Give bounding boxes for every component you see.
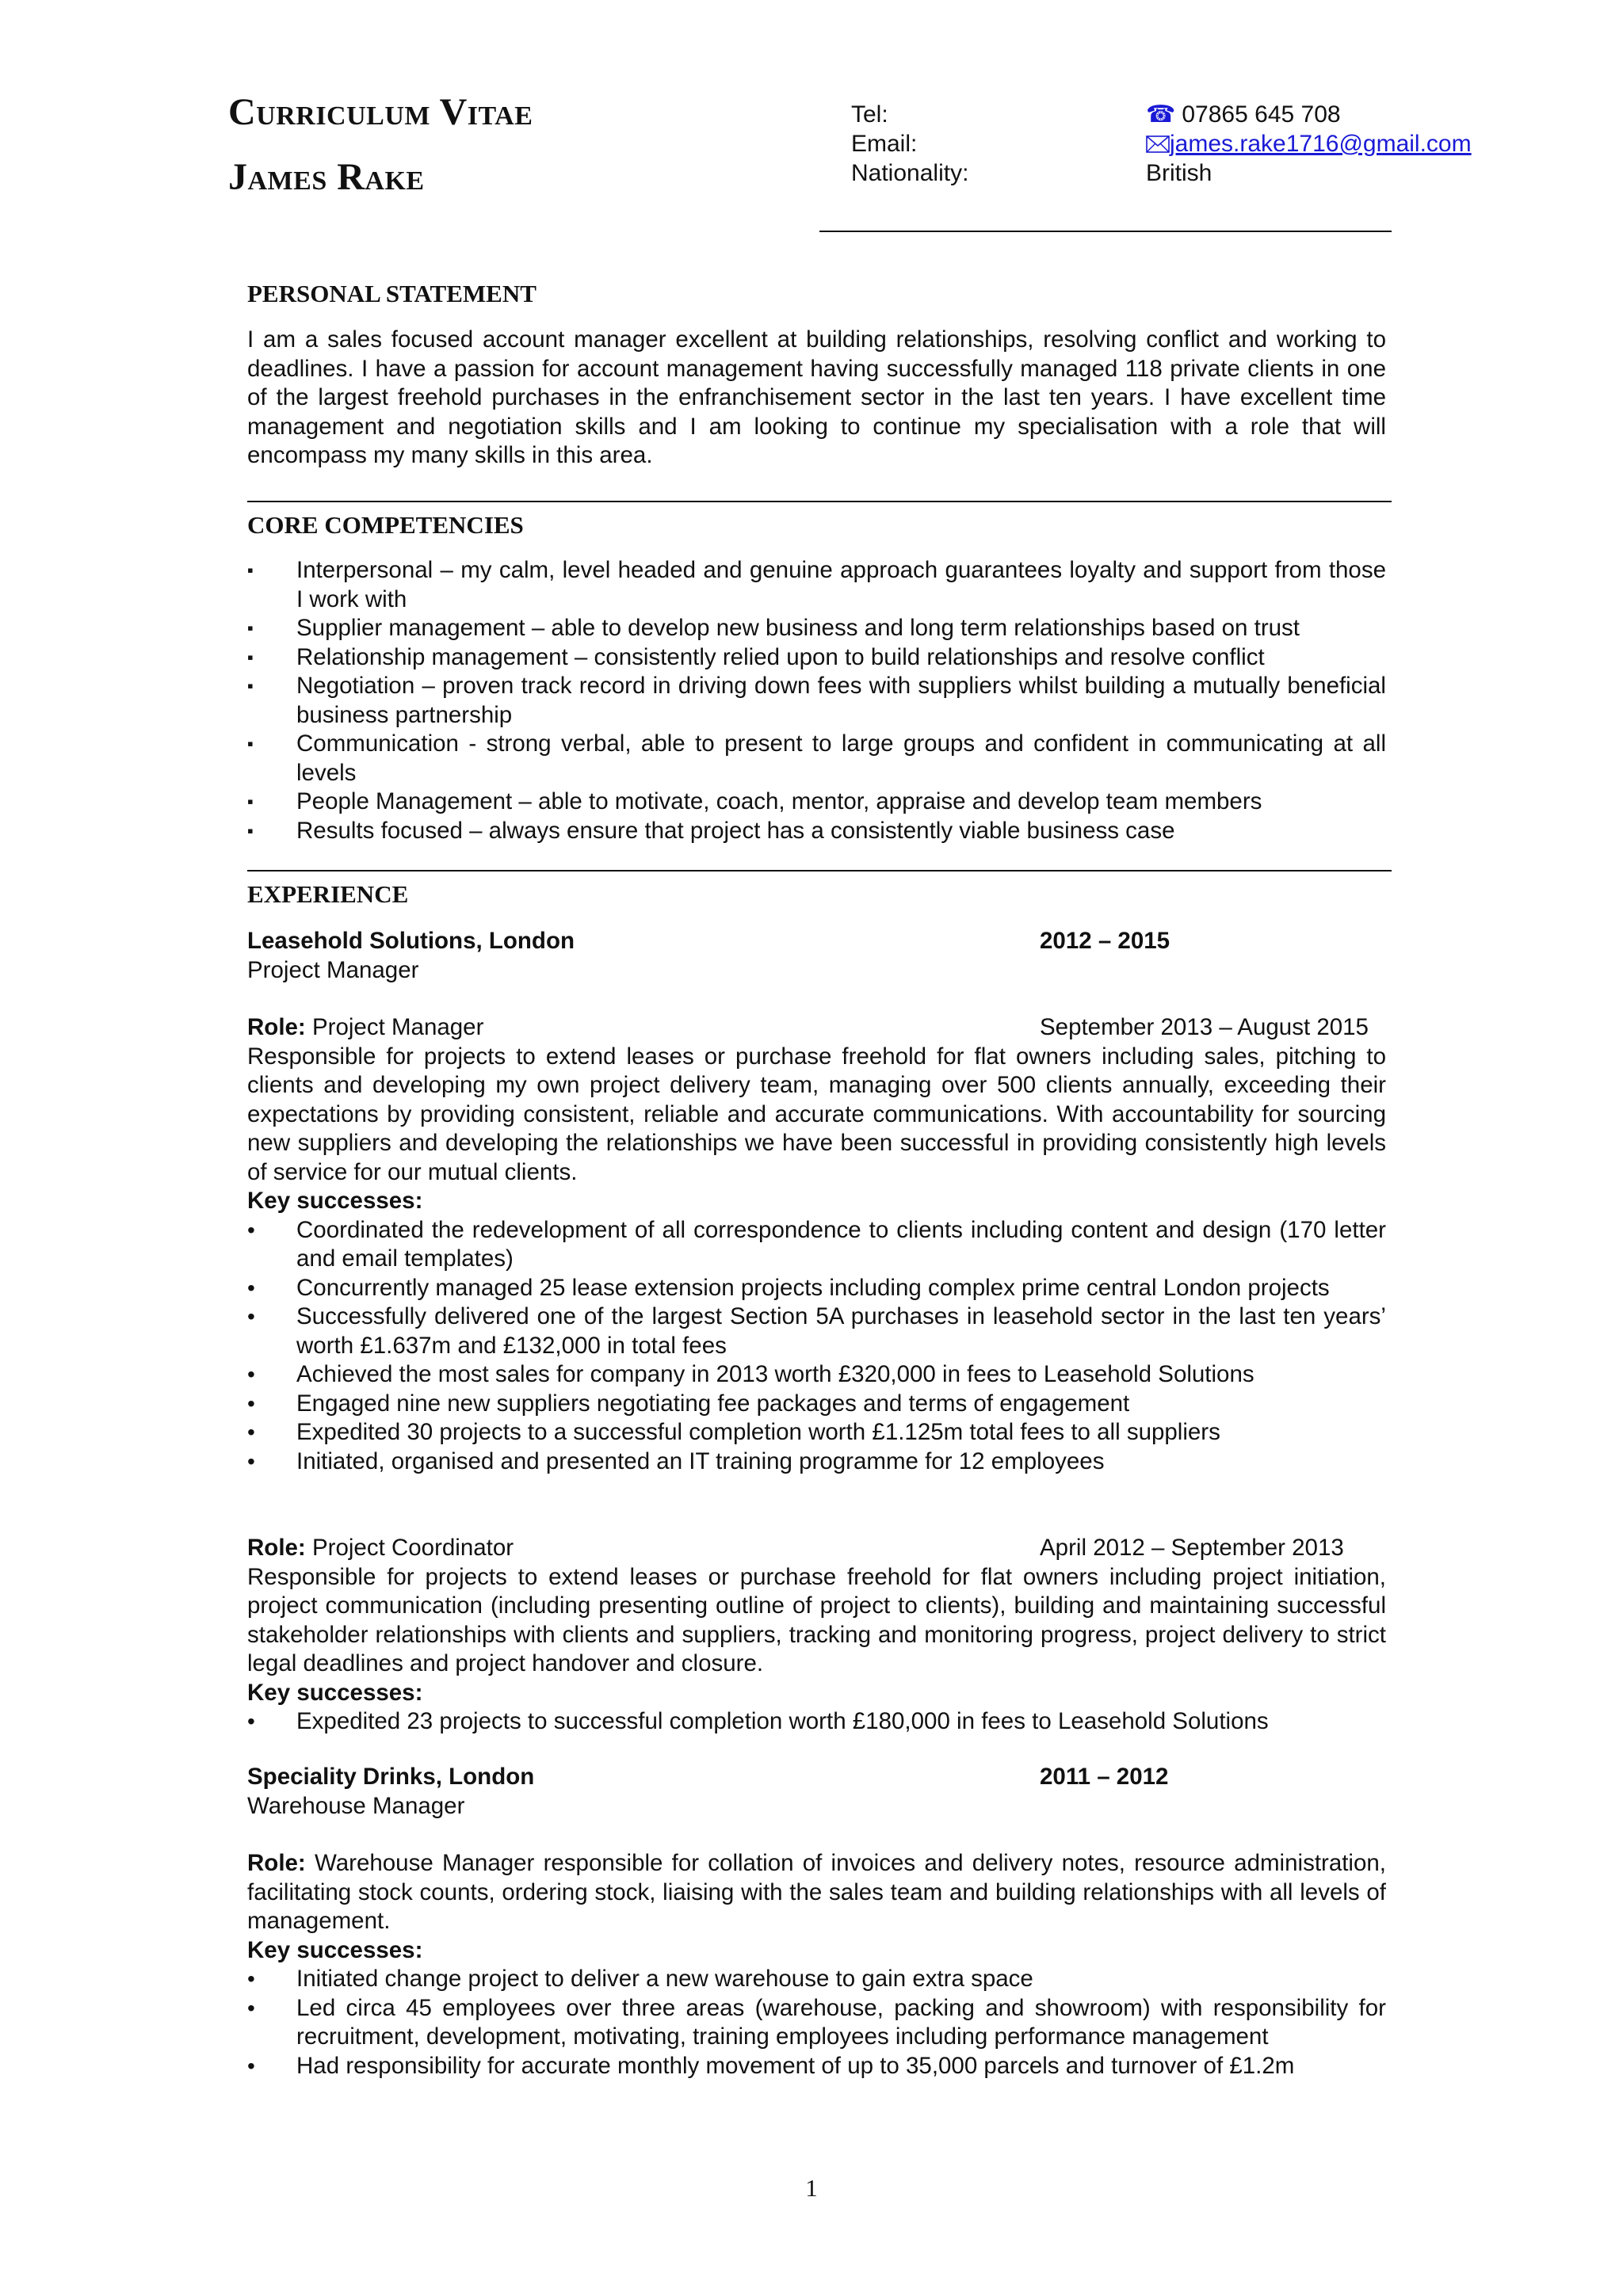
bullet-icon: • bbox=[247, 1995, 255, 2020]
square-bullet-icon: ▪ bbox=[247, 618, 254, 638]
email-label: Email: bbox=[851, 131, 918, 157]
role-dates: April 2012 – September 2013 bbox=[1040, 1535, 1344, 1561]
personal-statement-heading: PERSONAL STATEMENT bbox=[247, 280, 537, 307]
role-label: Role: bbox=[247, 1535, 306, 1561]
role-warehouse-manager bbox=[247, 1849, 1386, 2081]
core-competencies-heading: CORE COMPETENCIES bbox=[247, 511, 524, 539]
square-bullet-icon: ▪ bbox=[247, 820, 254, 841]
bullet-icon: • bbox=[247, 1709, 255, 1733]
list-item: • Successfully delivered one of the largest Section 5A purchases in leasehold sector in the last ten years’ worth £1.637m and £132,000 in total fees bbox=[247, 1303, 1386, 1359]
email-value-row bbox=[1146, 129, 1472, 158]
bullet-icon: • bbox=[247, 1966, 255, 1991]
role-label: Role: bbox=[247, 1850, 306, 1876]
list-item: • Initiated, organised and presented an IT training programme for 12 employees bbox=[247, 1447, 1386, 1477]
bullet-icon: • bbox=[247, 1304, 255, 1329]
role-description: Warehouse Manager responsible for collation of invoices and delivery notes, resource administration, facilitating stock counts, ordering stock, liaising with the sales team and building relationships with all levels of management. bbox=[247, 1850, 1386, 1934]
list-item: • Concurrently managed 25 lease extension projects including complex prime central London projects bbox=[247, 1274, 1386, 1303]
list-item: • Had responsibility for accurate monthly movement of up to 35,000 parcels and turnover of £1.2m bbox=[247, 2052, 1386, 2081]
list-item: • Coordinated the redevelopment of all correspondence to clients including content and design (170 letter and email templates) bbox=[247, 1216, 1386, 1272]
job-title: Warehouse Manager bbox=[247, 1792, 465, 1819]
list-item: • Engaged nine new suppliers negotiating fee packages and terms of engagement bbox=[247, 1390, 1386, 1419]
list-item: ▪ Communication - strong verbal, able to present to large groups and confident in communicating at all levels bbox=[247, 730, 1386, 786]
nationality-label: Nationality: bbox=[851, 160, 969, 186]
job-title: Project Manager bbox=[247, 956, 419, 983]
bullet-icon: • bbox=[247, 2053, 255, 2078]
header-divider bbox=[819, 231, 1392, 232]
section-divider bbox=[247, 501, 1392, 502]
list-item: • Initiated change project to deliver a new warehouse to gain extra space bbox=[247, 1965, 1386, 1994]
page-number: 1 bbox=[805, 2174, 818, 2202]
candidate-name: James Rake bbox=[228, 156, 425, 198]
key-successes-label: Key successes: bbox=[247, 1936, 423, 1963]
tel-value: 07865 645 708 bbox=[1182, 101, 1341, 128]
square-bullet-icon: ▪ bbox=[247, 646, 254, 667]
role-description: Responsible for projects to extend leases or purchase freehold for flat owners including project initiation, project communication (including presenting outline of project to clients), building and maintaining successful stakeholder relationships with clients and suppliers, tracking and monitoring progress, project delivery to strict legal deadlines and project handover and closure. bbox=[247, 1563, 1386, 1676]
tel-value-row bbox=[1146, 100, 1341, 129]
square-bullet-icon: ▪ bbox=[247, 734, 254, 753]
job-years: 2011 – 2012 bbox=[1040, 1764, 1169, 1790]
bullet-icon: • bbox=[247, 1275, 255, 1300]
role-project-coordinator bbox=[247, 1534, 1386, 1737]
cv-title: Curriculum Vitae bbox=[228, 91, 533, 133]
tel-label: Tel: bbox=[851, 101, 888, 128]
role-label: Role: bbox=[247, 1014, 306, 1040]
bullet-icon: • bbox=[247, 1448, 255, 1474]
company-name: Speciality Drinks, London bbox=[247, 1764, 535, 1790]
list-item: ▪ People Management – able to motivate, coach, mentor, appraise and develop team members bbox=[247, 788, 1386, 817]
envelope-icon bbox=[1146, 131, 1170, 148]
square-bullet-icon: ▪ bbox=[247, 791, 254, 811]
list-item: • Expedited 23 projects to successful completion worth £180,000 in fees to Leasehold Solutions bbox=[247, 1707, 1386, 1737]
key-successes-label: Key successes: bbox=[247, 1188, 423, 1214]
phone-icon: ☎ bbox=[1146, 101, 1176, 128]
role-description: Responsible for projects to extend leases or purchase freehold for flat owners including sales, pitching to clients and developing my own project delivery team, managing over 500 clients annually, exceeding their expectations by providing consistent, reliable and accurate communications. With accountability for sourcing new suppliers and developing the relationships we have been successful in providing consistently high levels of service for our mutual clients. bbox=[247, 1043, 1386, 1185]
list-item: ▪ Results focused – always ensure that project has a consistently viable business case bbox=[247, 817, 1386, 846]
bullet-icon: • bbox=[247, 1390, 255, 1416]
personal-statement-text: I am a sales focused account manager excellent at building relationships, resolving conflict and working to deadlines. I have a passion for account management having successfully managed 118 private clients in one of the largest freehold purchases in the enfranchisement sector in the last ten years. I have excellent time management and negotiation skills and I am looking to continue my specialisation with a role that will encompass my many skills in this area. bbox=[247, 326, 1386, 468]
role-project-manager bbox=[247, 1013, 1386, 1476]
nationality-value: British bbox=[1146, 160, 1212, 186]
list-item: ▪ Supplier management – able to develop new business and long term relationships based on trust bbox=[247, 614, 1386, 643]
role-name: Project Manager bbox=[311, 1014, 484, 1040]
job-years: 2012 – 2015 bbox=[1040, 928, 1170, 954]
square-bullet-icon: ▪ bbox=[247, 676, 254, 696]
list-item: ▪ Interpersonal – my calm, level headed and genuine approach guarantees loyalty and support from those I work with bbox=[247, 557, 1386, 612]
list-item: • Led circa 45 employees over three areas (warehouse, packing and showroom) with responsibility for recruitment, development, motivating, training employees including performance management bbox=[247, 1994, 1386, 2050]
competencies-list bbox=[247, 556, 1386, 845]
list-item: • Achieved the most sales for company in 2013 worth £320,000 in fees to Leasehold Solutions bbox=[247, 1360, 1386, 1390]
bullet-icon: • bbox=[247, 1420, 255, 1444]
list-item: ▪ Relationship management – consistently relied upon to build relationships and resolve conflict bbox=[247, 643, 1386, 673]
square-bullet-icon: ▪ bbox=[247, 560, 254, 580]
experience-heading: EXPERIENCE bbox=[247, 880, 409, 908]
job-speciality-drinks bbox=[247, 1763, 1386, 1821]
bullet-icon: • bbox=[247, 1362, 255, 1386]
key-successes-label: Key successes: bbox=[247, 1679, 423, 1706]
role-name: Project Coordinator bbox=[311, 1535, 514, 1561]
bullet-icon: • bbox=[247, 1217, 255, 1242]
section-divider bbox=[247, 870, 1392, 871]
list-item: • Expedited 30 projects to a successful completion worth £1.125m total fees to all suppliers bbox=[247, 1418, 1386, 1447]
job-leasehold-solutions bbox=[247, 927, 1386, 985]
email-link[interactable]: james.rake1716@gmail.com bbox=[1170, 131, 1472, 157]
company-name: Leasehold Solutions, London bbox=[247, 928, 575, 954]
role-dates: September 2013 – August 2015 bbox=[1040, 1014, 1369, 1040]
list-item: ▪ Negotiation – proven track record in driving down fees with suppliers whilst building a mutually beneficial business partnership bbox=[247, 673, 1386, 728]
